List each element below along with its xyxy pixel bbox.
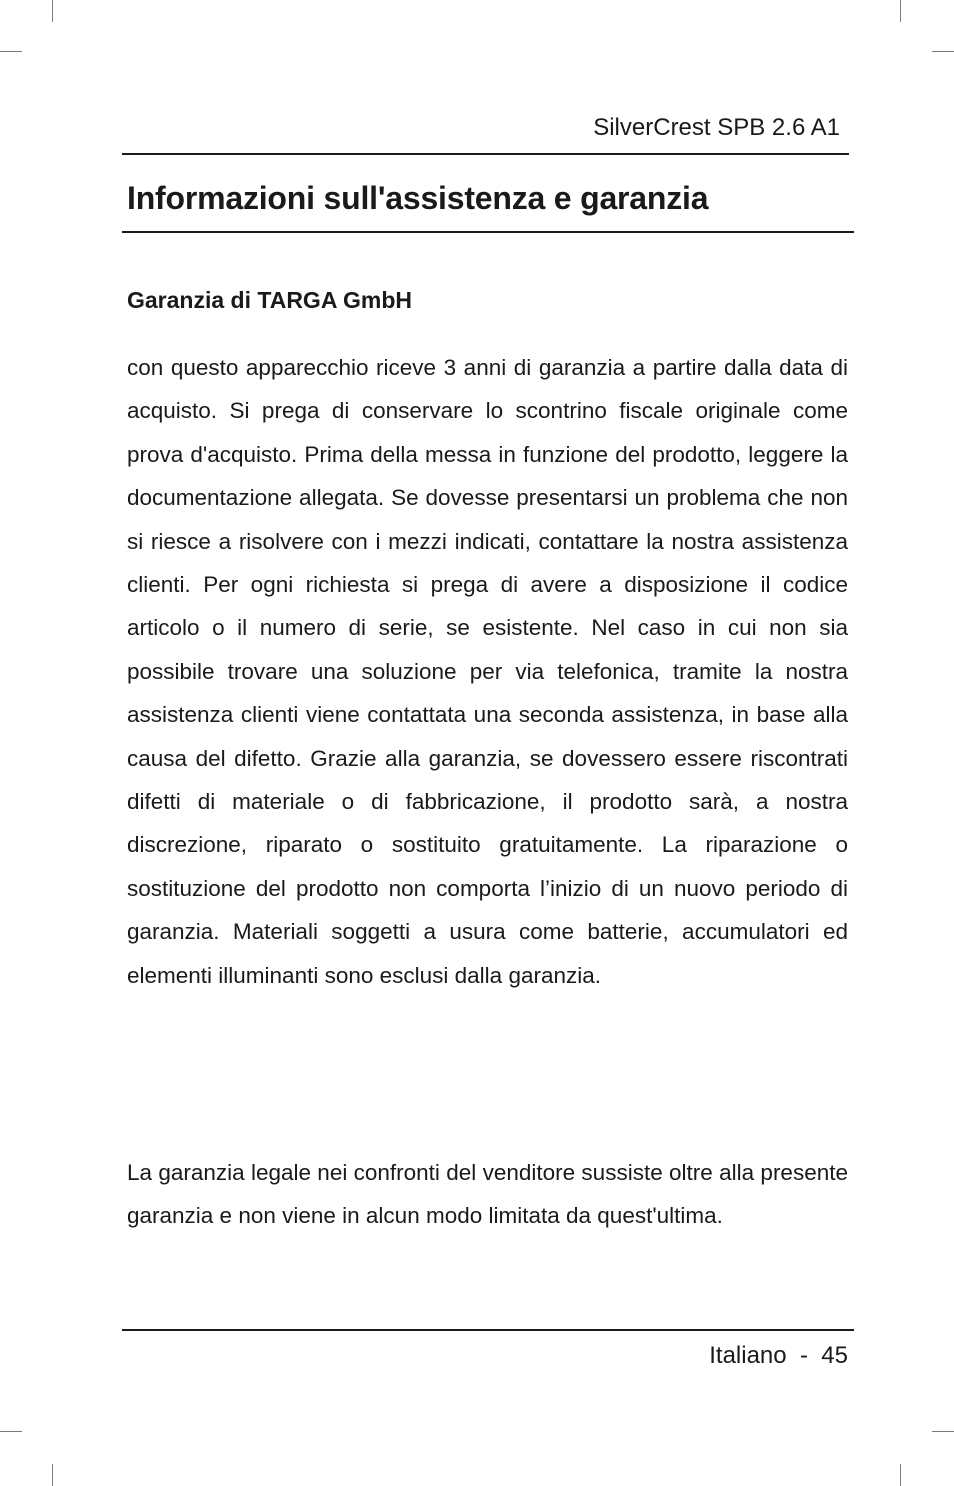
crop-mark-bottom-right bbox=[932, 1431, 954, 1432]
crop-mark-bottom-left bbox=[52, 1464, 53, 1486]
footer-separator: - bbox=[786, 1342, 822, 1369]
header-product-name: SilverCrest SPB 2.6 A1 bbox=[593, 114, 840, 141]
crop-mark-top-right bbox=[900, 0, 901, 22]
page-number: 45 bbox=[821, 1342, 848, 1369]
crop-mark-bottom-left bbox=[0, 1431, 22, 1432]
page-title: Informazioni sull'assistenza e garanzia bbox=[127, 180, 709, 216]
section-subtitle: Garanzia di TARGA GmbH bbox=[127, 287, 412, 313]
page-footer bbox=[709, 1340, 848, 1372]
legal-warranty-paragraph: La garanzia legale nei confronti del venditore sussiste oltre alla presente garanzia e non viene in alcun modo limitata da quest'ultima. bbox=[127, 1160, 848, 1229]
title-rule bbox=[122, 231, 854, 233]
crop-mark-bottom-right bbox=[900, 1464, 901, 1486]
footer-rule bbox=[122, 1329, 854, 1331]
crop-mark-top-left bbox=[52, 0, 53, 22]
footer-language: Italiano bbox=[709, 1342, 787, 1369]
crop-mark-top-right bbox=[932, 51, 954, 52]
crop-mark-top-left bbox=[0, 51, 22, 52]
header-rule bbox=[122, 153, 849, 155]
warranty-paragraph: con questo apparecchio riceve 3 anni di garanzia a partire dalla data di acquisto. Si prega di conservare lo scontrino fiscale originale come prova d'acquisto. Prima della messa in funzione del prodotto, leggere la documentazione allegata. Se dovesse presentarsi un problema che non si riesce a risolvere con i mezzi indicati, contattare la nostra assistenza clienti. Per ogni richiesta si prega di avere a disposizione il codice articolo o il numero di serie, se esistente. Nel caso in cui non sia possibile trovare una soluzione per via telefonica, tramite la nostra assistenza clienti viene contattata una seconda assistenza, in base alla causa del difetto. Grazie alla garanzia, se dovessero essere riscontrati difetti di materiale o di fabbricazione, il prodotto sarà, a nostra discrezione, riparato o sostituito gratuitamente. La riparazione o sostituzione del prodotto non comporta l’inizio di un nuovo periodo di garanzia. Materiali soggetti a usura come batterie, accumulatori ed elementi illuminanti sono esclusi dalla garanzia. bbox=[127, 355, 848, 988]
